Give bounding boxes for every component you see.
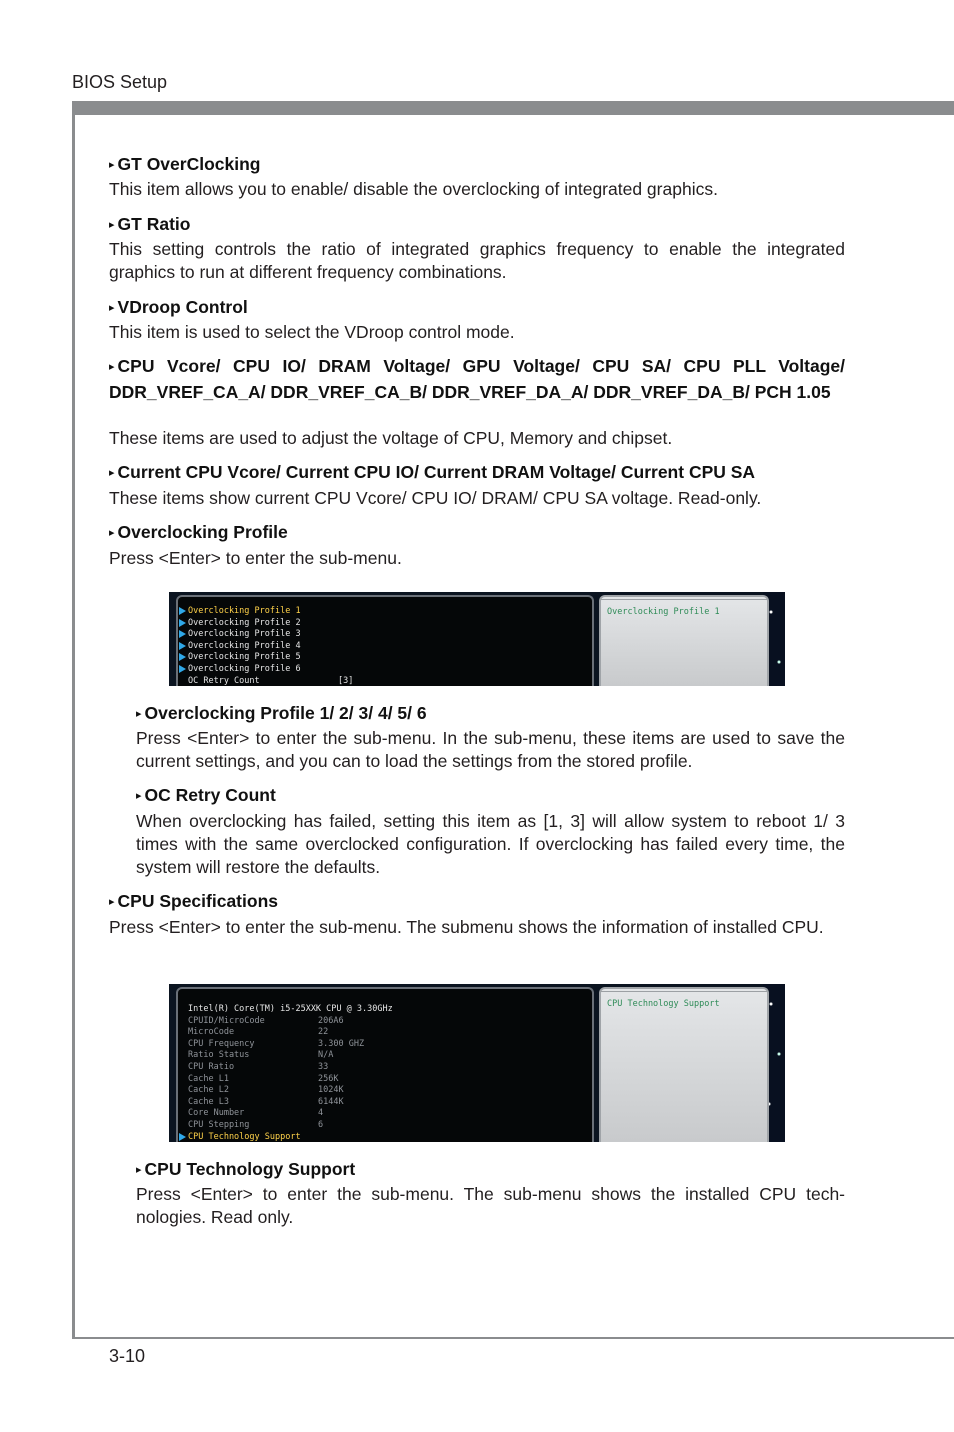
help-text: CPU Technology Support <box>607 999 720 1009</box>
section-heading: ▸ GT OverClocking <box>109 154 261 174</box>
section-heading: ▸ Overclocking Profile <box>109 522 288 542</box>
selector-arrow-icon <box>179 619 186 627</box>
bullet-icon: ▸ <box>136 1164 142 1176</box>
bullet-icon: ▸ <box>109 159 115 171</box>
bios-menu-panel <box>176 987 594 1142</box>
header-title: BIOS Setup <box>72 72 168 92</box>
cpu-spec-row: Cache L1 256K <box>188 1073 339 1084</box>
bios-menu-item[interactable]: OC Retry Count [3] <box>188 675 354 686</box>
bios-screenshot-overclocking-profile <box>169 592 785 686</box>
section-body: This item is used to select the VDroop control mode. <box>109 322 515 342</box>
bullet-icon: ▸ <box>109 467 115 479</box>
bios-screenshot-cpu-specifications <box>169 984 785 1142</box>
bullet-icon: ▸ <box>109 219 115 231</box>
bios-menu-panel <box>176 595 594 686</box>
bullet-icon: ▸ <box>136 708 142 720</box>
section-heading: ▸ OC Retry Count <box>136 785 276 805</box>
help-text: Overclocking Profile 1 <box>607 607 720 617</box>
cpu-spec-row: Ratio Status N/A <box>188 1050 334 1061</box>
bullet-icon: ▸ <box>136 790 142 802</box>
bios-help-panel <box>599 987 769 1142</box>
section-heading: ▸ GT Ratio <box>109 214 191 234</box>
section-body: These items show current CPU Vcore/ CPU IO/ DRAM/ CPU SA voltage. Read-only. <box>109 488 762 508</box>
selector-arrow-icon <box>179 653 186 661</box>
section-body: Press <Enter> to enter the sub-menu. The submenu shows the information of installed CPU. <box>109 917 824 937</box>
bullet-icon: ▸ <box>109 361 115 373</box>
cpu-spec-row: Cache L3 6144K <box>188 1096 344 1107</box>
left-rule <box>72 101 75 1339</box>
cpu-name: Intel(R) Core(TM) i5-25XXK CPU @ 3.30GHz <box>188 1004 393 1014</box>
bullet-icon: ▸ <box>109 896 115 908</box>
section-body: This setting controls the ratio of integrated graphics frequency to enable the integrated graphics to run at different frequency combinations. <box>109 239 845 282</box>
bios-menu-item[interactable]: Overclocking Profile 1 <box>188 606 301 618</box>
section-body: Press <Enter> to enter the sub-menu. In the sub-menu, these items are used to save the current settings, and you can to load the settings from the stored profile. <box>136 728 845 771</box>
cpu-technology-support-item[interactable]: CPU Technology Support <box>188 1132 301 1142</box>
oc-retry-count-value: [3] <box>338 675 354 686</box>
bottom-rule <box>72 1337 954 1339</box>
cpu-spec-row: Core Number 4 <box>188 1108 324 1119</box>
cpu-spec-row: MicroCode 22 <box>188 1027 329 1038</box>
section-body: Press <Enter> to enter the sub-menu. <box>109 548 402 568</box>
bullet-icon: ▸ <box>109 527 115 539</box>
selector-arrow-icon <box>179 665 186 673</box>
cpu-spec-row: CPU Stepping 6 <box>188 1120 324 1130</box>
bios-menu-item[interactable]: Overclocking Profile 6 <box>188 664 301 676</box>
cpu-spec-row: CPU Ratio 33 <box>188 1062 329 1072</box>
bios-help-panel <box>599 595 769 686</box>
cpu-spec-row: CPUID/MicroCode 206A6 <box>188 1015 344 1026</box>
selector-arrow-icon <box>179 607 186 615</box>
section-body: When overclocking has failed, setting this item as [1, 3] will allow system to reboot 1/ 3 times with the same overclocked configuration. If overclocking has failed every time, the system will restore the defaults. <box>136 811 845 877</box>
header-bar <box>72 101 954 115</box>
bullet-icon: ▸ <box>109 302 115 314</box>
cpu-spec-row: CPU Frequency 3.300 GHZ <box>188 1038 365 1049</box>
section-heading: ▸ CPU Vcore/ CPU IO/ DRAM Voltage/ GPU Voltage/ CPU SA/ CPU PLL Voltage/ DDR_VREF_CA_A/ DDR_VREF_CA_B/ DDR_VREF_DA_A/ DDR_VREF_DA_B/ PCH 1.05 <box>109 356 845 402</box>
section-heading: ▸ CPU Technology Support <box>136 1159 356 1179</box>
section-heading: ▸ Overclocking Profile 1/ 2/ 3/ 4/ 5/ 6 <box>136 703 427 723</box>
bios-menu-item[interactable]: Overclocking Profile 4 <box>188 641 301 653</box>
page-number: 3-10 <box>109 1346 146 1366</box>
section-body: Press <Enter> to enter the sub-menu. The sub-menu shows the installed CPU tech-nologies. Read only. <box>136 1184 845 1227</box>
bios-menu-item[interactable]: Overclocking Profile 5 <box>188 652 301 664</box>
section-heading: ▸ CPU Specifications <box>109 891 278 911</box>
cpu-spec-row: Cache L2 1024K <box>188 1085 344 1096</box>
section-body: This item allows you to enable/ disable the overclocking of integrated graphics. <box>109 179 718 199</box>
selector-arrow-icon <box>179 630 186 638</box>
section-heading: ▸ Current CPU Vcore/ Current CPU IO/ Current DRAM Voltage/ Current CPU SA <box>109 462 756 482</box>
bios-menu-item[interactable]: Overclocking Profile 2 <box>188 618 301 630</box>
selector-arrow-icon <box>179 1133 186 1141</box>
section-heading: ▸ VDroop Control <box>109 297 248 317</box>
section-body: These items are used to adjust the voltage of CPU, Memory and chipset. <box>109 428 673 448</box>
bios-menu-item[interactable]: Overclocking Profile 3 <box>188 629 301 641</box>
selector-arrow-icon <box>179 642 186 650</box>
